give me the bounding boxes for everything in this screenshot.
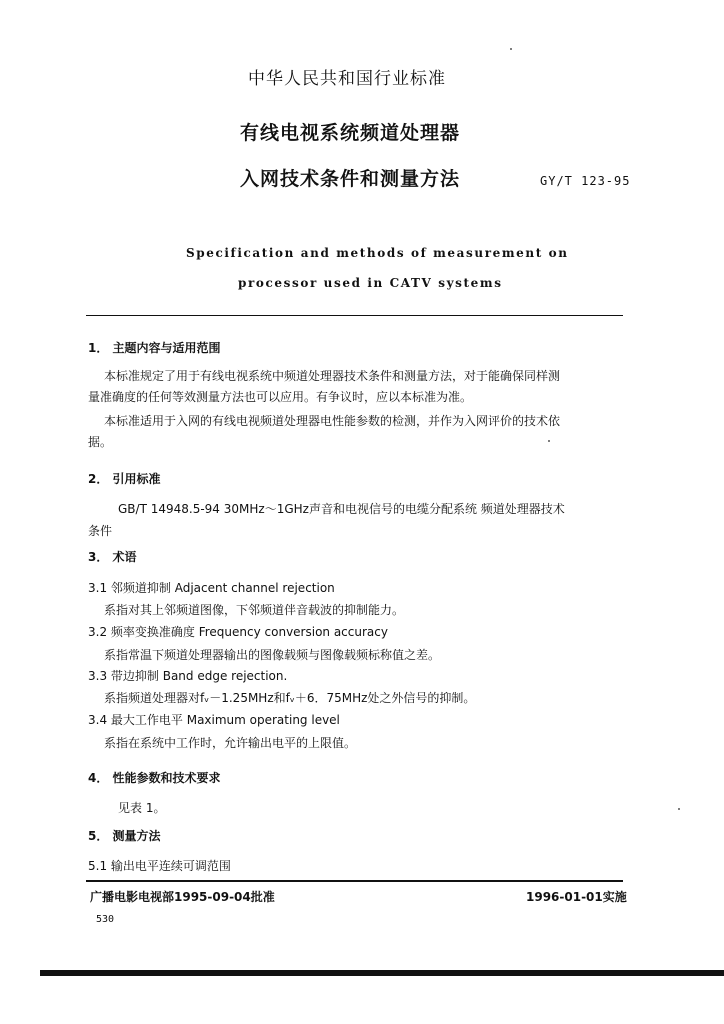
term-3-4-description: 系指在系统中工作时，允许输出电平的上限值。 <box>104 736 357 750</box>
reference-standard-line-1: GB/T 14948.5-94 30MHz～1GHz声音和电视信号的电缆分配系统 频道处理器技术 <box>118 502 565 516</box>
section-1-paragraph-2-line-2: 据。 <box>88 435 113 449</box>
section-4-text: 见表 1。 <box>118 801 166 815</box>
section-1-heading: 1． 主题内容与适用范围 <box>88 341 221 355</box>
section-1-paragraph-2-line-1: 本标准适用于入网的有线电视频道处理器电性能参数的检测，并作为入网评价的技术依 <box>104 414 561 428</box>
approval-info: 广播电影电视部1995-09-04批准 <box>90 890 275 904</box>
scan-speck <box>678 808 680 810</box>
english-title-line1: Specification and methods of measurement on <box>186 246 569 260</box>
english-title-line2: processor used in CATV systems <box>238 276 503 290</box>
term-3-2-title: 3.2 频率变换准确度 Frequency conversion accuracy <box>88 625 388 639</box>
implementation-date: 1996-01-01实施 <box>526 890 627 904</box>
standard-code: GY/T 123-95 <box>540 174 631 188</box>
term-3-3-title: 3.3 带边抑制 Band edge rejection. <box>88 669 288 683</box>
section-1-paragraph-1-line-1: 本标准规定了用于有线电视系统中频道处理器技术条件和测量方法，对于能确保同样测 <box>104 369 561 383</box>
term-3-1-title: 3.1 邻频道抑制 Adjacent channel rejection <box>88 581 335 595</box>
section-5-1-heading: 5.1 输出电平连续可调范围 <box>88 859 231 873</box>
section-1-paragraph-1-line-2: 量准确度的任何等效测量方法也可以应用。有争议时，应以本标准为准。 <box>88 390 473 404</box>
document-title-line2: 入网技术条件和测量方法 <box>240 168 461 190</box>
page-number: 530 <box>96 914 115 925</box>
term-3-4-title: 3.4 最大工作电平 Maximum operating level <box>88 713 340 727</box>
footer-divider <box>86 880 623 882</box>
page-bottom-bar <box>40 970 724 976</box>
term-3-1-description: 系指对其上邻频道图像，下邻频道伴音载波的抑制能力。 <box>104 603 405 617</box>
section-3-heading: 3． 术语 <box>88 550 137 564</box>
scan-speck <box>510 48 512 50</box>
term-3-3-description: 系指频道处理器对fᵥ－1.25MHz和fᵥ＋6．75MHz处之外信号的抑制。 <box>104 691 476 705</box>
section-4-heading: 4． 性能参数和技术要求 <box>88 771 221 785</box>
term-3-2-description: 系指常温下频道处理器输出的图像载频与图像载频标称值之差。 <box>104 648 441 662</box>
standard-category: 中华人民共和国行业标准 <box>248 69 446 89</box>
scan-speck <box>548 440 550 442</box>
section-2-heading: 2． 引用标准 <box>88 472 161 486</box>
document-title-line1: 有线电视系统频道处理器 <box>240 122 461 144</box>
reference-standard-line-2: 条件 <box>88 524 113 538</box>
header-divider <box>86 315 623 316</box>
section-5-heading: 5． 测量方法 <box>88 829 161 843</box>
